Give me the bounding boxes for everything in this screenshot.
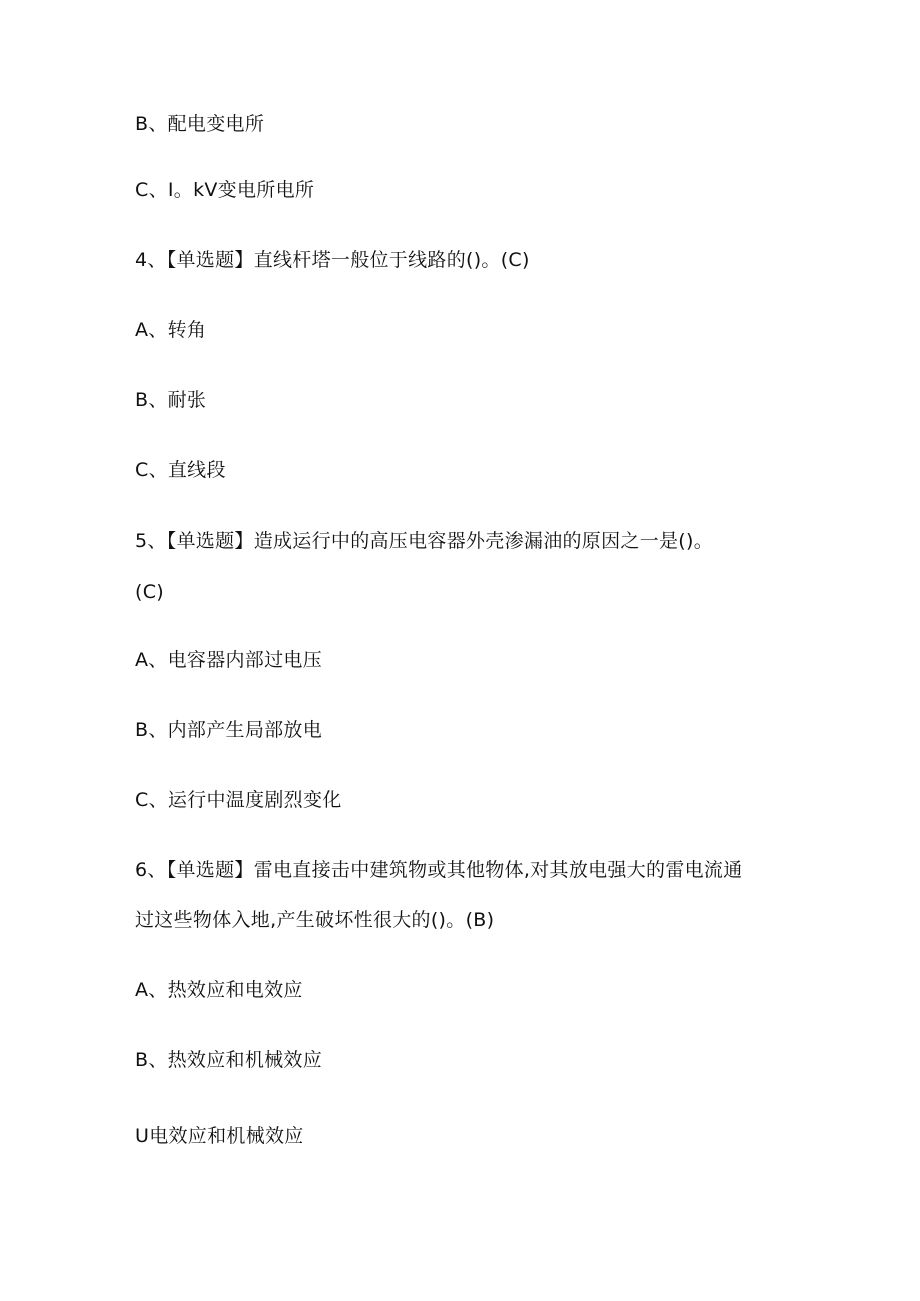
q4-question: 4、【单选题】直线杆塔一般位于线路的()。(C) (135, 249, 530, 271)
q6-question-cont: 过这些物体入地,产生破坏性很大的()。(B) (135, 909, 495, 931)
q5-option-b: B、内部产生局部放电 (135, 719, 323, 741)
q4-option-c: C、直线段 (135, 459, 226, 481)
q3-option-c: C、I。kV变电所电所 (135, 179, 315, 201)
q5-answer: (C) (135, 581, 164, 603)
q5-question: 5、【单选题】造成运行中的高压电容器外壳渗漏油的原因之一是()。 (135, 530, 714, 552)
q5-option-a: A、电容器内部过电压 (135, 649, 322, 671)
q4-option-b: B、耐张 (135, 389, 207, 411)
q5-option-c: C、运行中温度剧烈变化 (135, 789, 342, 811)
q3-option-b: B、配电变电所 (135, 113, 265, 135)
q6-question: 6、【单选题】雷电直接击中建筑物或其他物体,对其放电强大的雷电流通 (135, 859, 743, 881)
q6-option-a: A、热效应和电效应 (135, 979, 303, 1001)
q4-option-a: A、转角 (135, 319, 207, 341)
q6-option-c: U电效应和机械效应 (135, 1125, 304, 1147)
q6-option-b: B、热效应和机械效应 (135, 1049, 323, 1071)
